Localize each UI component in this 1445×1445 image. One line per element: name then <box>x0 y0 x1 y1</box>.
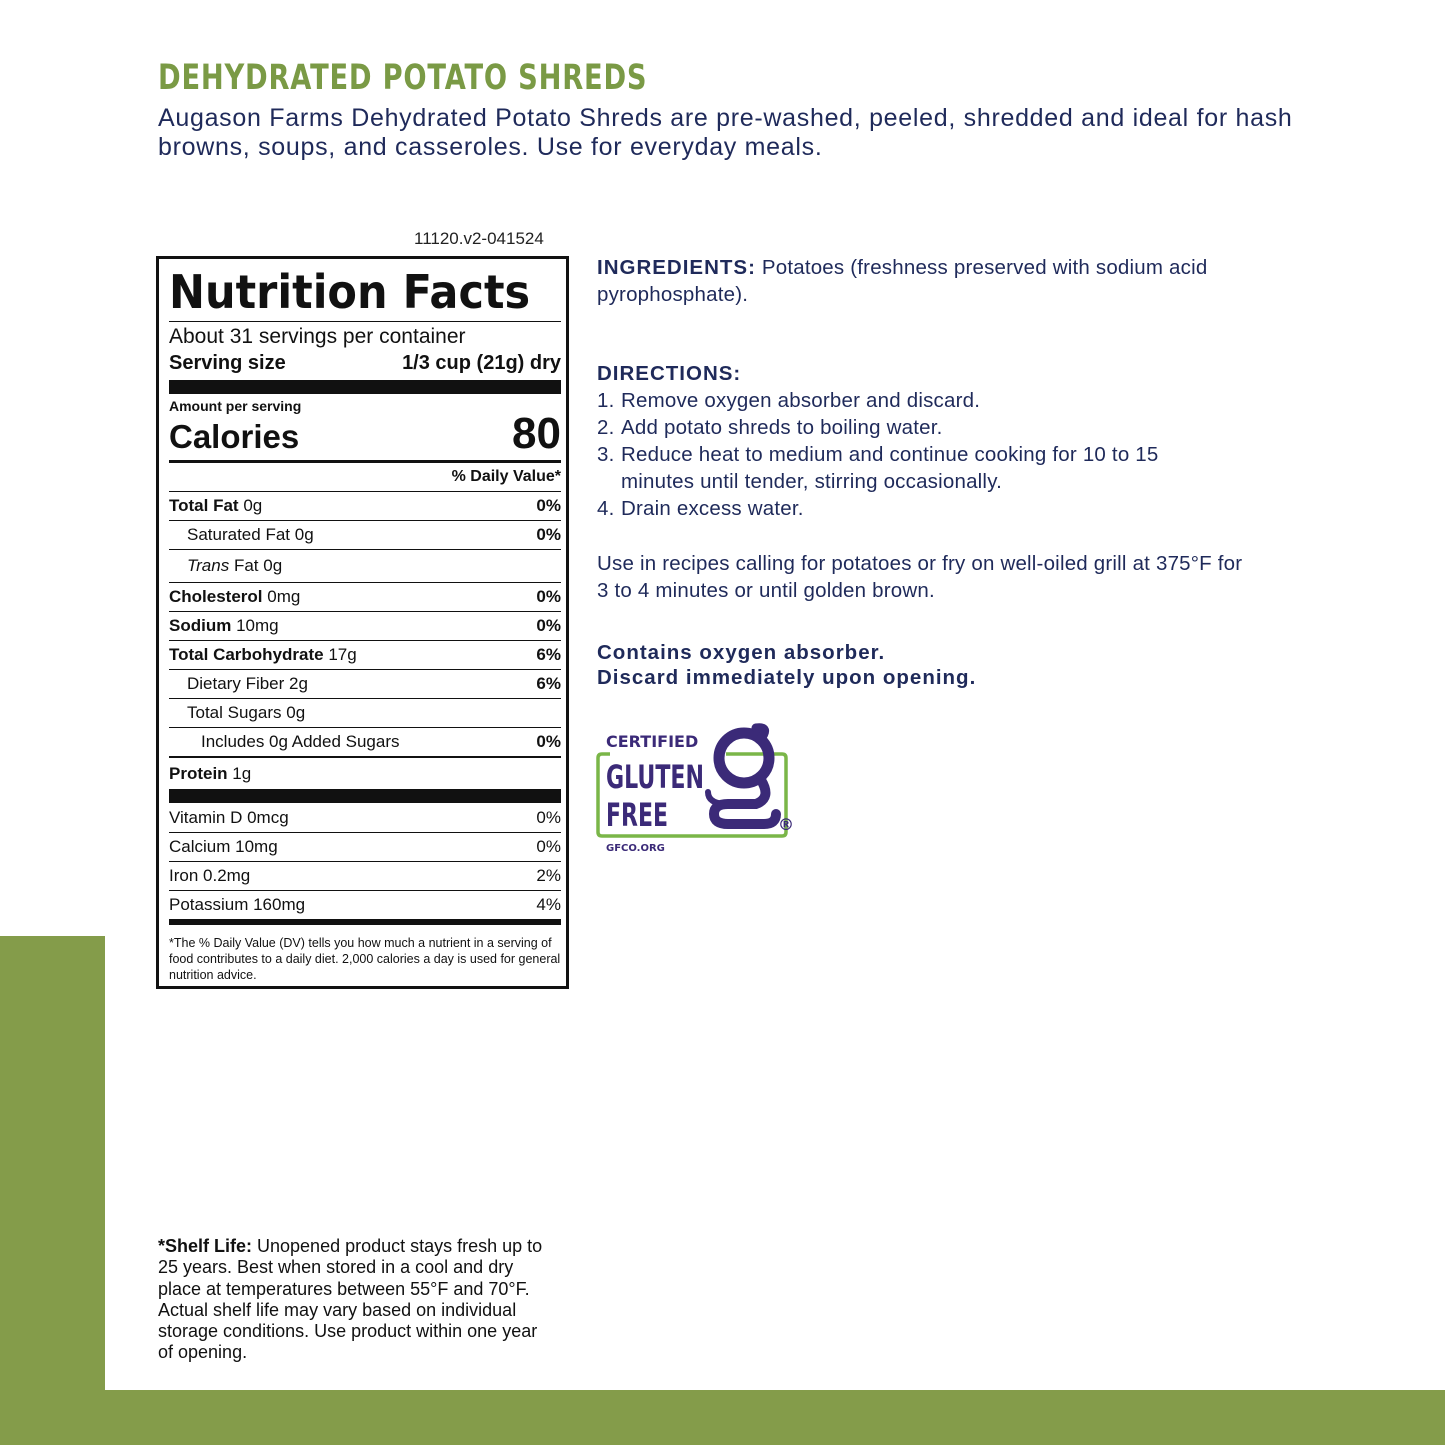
nutrient-name: Protein <box>169 763 228 783</box>
nutrient-name: Total Sugars <box>187 703 282 722</box>
calories-value: 80 <box>512 409 561 458</box>
nutrient-row-cholesterol <box>169 582 561 611</box>
nutrient-amount: 10mg <box>236 616 279 635</box>
servings-per-container: About 31 servings per container <box>169 325 466 348</box>
step-number: 2. <box>597 416 615 439</box>
badge-certified: CERTIFIED <box>606 732 699 751</box>
direction-step <box>597 414 1317 441</box>
green-side-band <box>0 936 105 1445</box>
badge-gluten: GLUTEN <box>606 758 704 796</box>
nutrient-amount: 0g <box>243 496 263 515</box>
vitamin-dv: 4% <box>536 895 561 914</box>
nutrient-row-total-sugars <box>169 698 561 727</box>
thick-divider <box>169 789 561 803</box>
amount-per-serving: Amount per serving <box>169 398 302 414</box>
product-description: Augason Farms Dehydrated Potato Shreds are pre-washed, peeled, shredded and ideal for hash browns, soups, and casseroles. Use for everyday meals. <box>158 104 1293 161</box>
step-text: Reduce heat to medium and continue cooking for 10 to 15 minutes until tender, stirring occasionally. <box>621 443 1159 493</box>
badge-site: GFCO.ORG <box>606 843 665 854</box>
vitamin-dv: 0% <box>536 807 561 827</box>
medium-divider <box>169 919 561 925</box>
nutrient-row-total-fat <box>169 491 561 520</box>
serving-size <box>169 350 561 376</box>
green-bottom-band <box>0 1390 1445 1445</box>
label-code: 11120.v2-041524 <box>414 229 544 248</box>
nutrient-dv: 0% <box>536 616 561 635</box>
calories-row <box>169 409 561 458</box>
serving-size-label: Serving size <box>169 352 286 374</box>
gluten-free-badge <box>596 722 796 857</box>
step-number: 3. <box>597 443 615 466</box>
product-info-column <box>597 254 1317 690</box>
nutrient-name: Cholesterol <box>169 587 263 606</box>
product-title: DEHYDRATED POTATO SHREDS <box>158 58 648 98</box>
nutrient-name-suffix: Fat <box>233 556 259 575</box>
nutrient-name: Total Carbohydrate <box>169 645 324 664</box>
nutrient-name: Total Fat <box>169 496 239 515</box>
step-number: 4. <box>597 497 615 520</box>
vitamin-label: Potassium 160mg <box>169 895 306 914</box>
nutrient-row-trans-fat <box>169 549 561 582</box>
nutrient-name: Sodium <box>169 616 232 635</box>
nutrient-dv: 6% <box>536 674 561 693</box>
nutrient-name: Trans <box>187 556 230 575</box>
daily-value-header: % Daily Value* <box>451 468 561 485</box>
gluten-free-g-icon <box>708 728 776 824</box>
nutrient-row-added-sugars <box>169 727 561 756</box>
calories-label: Calories <box>169 418 300 455</box>
nutrient-amount: 0g <box>294 525 314 544</box>
shelf-life-label: *Shelf Life: <box>158 1236 253 1256</box>
shelf-life-note <box>158 1236 548 1364</box>
nutrient-row-sodium <box>169 611 561 640</box>
vitamin-label: Vitamin D 0mcg <box>169 807 289 827</box>
warning-line-1: Contains oxygen absorber. <box>597 641 886 664</box>
step-text: Drain excess water. <box>621 497 804 520</box>
daily-value-footnote: *The % Daily Value (DV) tells you how much a nutrient in a serving of food contributes to a daily diet. 2,000 calories a day is used for general nutrition advice. <box>169 936 561 982</box>
nutrient-name: Includes 0g Added Sugars <box>201 732 400 751</box>
vitamin-label: Iron 0.2mg <box>169 866 251 885</box>
directions-list <box>597 387 1317 522</box>
badge-free: FREE <box>606 796 668 834</box>
vitamin-row-calcium <box>169 832 561 861</box>
vitamin-row-potassium <box>169 890 561 919</box>
nutrient-name: Dietary Fiber <box>187 674 285 693</box>
nutrient-amount: 0mg <box>267 587 301 606</box>
nutrient-dv: 0% <box>536 732 561 751</box>
vitamin-row-iron <box>169 861 561 890</box>
vitamin-dv: 0% <box>536 837 561 856</box>
nutrient-dv: 0% <box>536 587 561 606</box>
usage-text: Use in recipes calling for potatoes or fry on well-oiled grill at 375°F for 3 to 4 minutes or until golden brown. <box>597 552 1243 602</box>
step-number: 1. <box>597 389 615 412</box>
nutrient-row-protein <box>169 756 561 789</box>
direction-step <box>597 441 1317 495</box>
ingredients-text: Potatoes (freshness preserved with sodium acid pyrophosphate). <box>597 256 1208 306</box>
nutrient-dv: 6% <box>536 645 561 664</box>
nutrition-facts-title: Nutrition Facts <box>169 265 531 319</box>
nutrient-row-total-carbohydrate <box>169 640 561 669</box>
nutrient-amount: 17g <box>328 645 357 664</box>
divider <box>169 321 561 322</box>
nutrient-name: Saturated Fat <box>187 525 291 544</box>
nutrient-row-saturated-fat <box>169 520 561 549</box>
nutrient-dv: 0% <box>536 496 561 515</box>
shelf-life-text: Unopened product stays fresh up to 25 years. Best when stored in a cool and dry place at temperatures between 55°F and 70°F. Actual shelf life may vary based on individual storage conditions. Use product within one year of opening. <box>158 1236 543 1363</box>
vitamin-label: Calcium 10mg <box>169 837 278 856</box>
warning-line-2: Discard immediately upon opening. <box>597 666 977 689</box>
nutrient-amount: 1g <box>232 763 252 783</box>
registered-mark: ® <box>778 815 794 834</box>
nutrient-amount: 0g <box>286 703 306 722</box>
nutrient-amount: 0g <box>263 556 283 575</box>
nutrient-amount: 2g <box>289 674 308 693</box>
direction-step <box>597 495 1317 522</box>
step-text: Remove oxygen absorber and discard. <box>621 389 981 412</box>
vitamin-dv: 2% <box>536 866 561 885</box>
nutrient-row-dietary-fiber <box>169 669 561 698</box>
vitamin-row-vitamin-d <box>169 803 561 832</box>
directions-label: DIRECTIONS: <box>597 362 742 385</box>
step-text: Add potato shreds to boiling water. <box>621 416 943 439</box>
ingredients <box>597 254 1317 308</box>
serving-size-value: 1/3 cup (21g) dry <box>402 352 561 374</box>
direction-step <box>597 387 1317 414</box>
nutrition-facts-panel <box>156 256 569 989</box>
ingredients-label: INGREDIENTS: <box>597 256 756 279</box>
nutrient-dv: 0% <box>536 525 561 544</box>
thick-divider <box>169 380 561 394</box>
